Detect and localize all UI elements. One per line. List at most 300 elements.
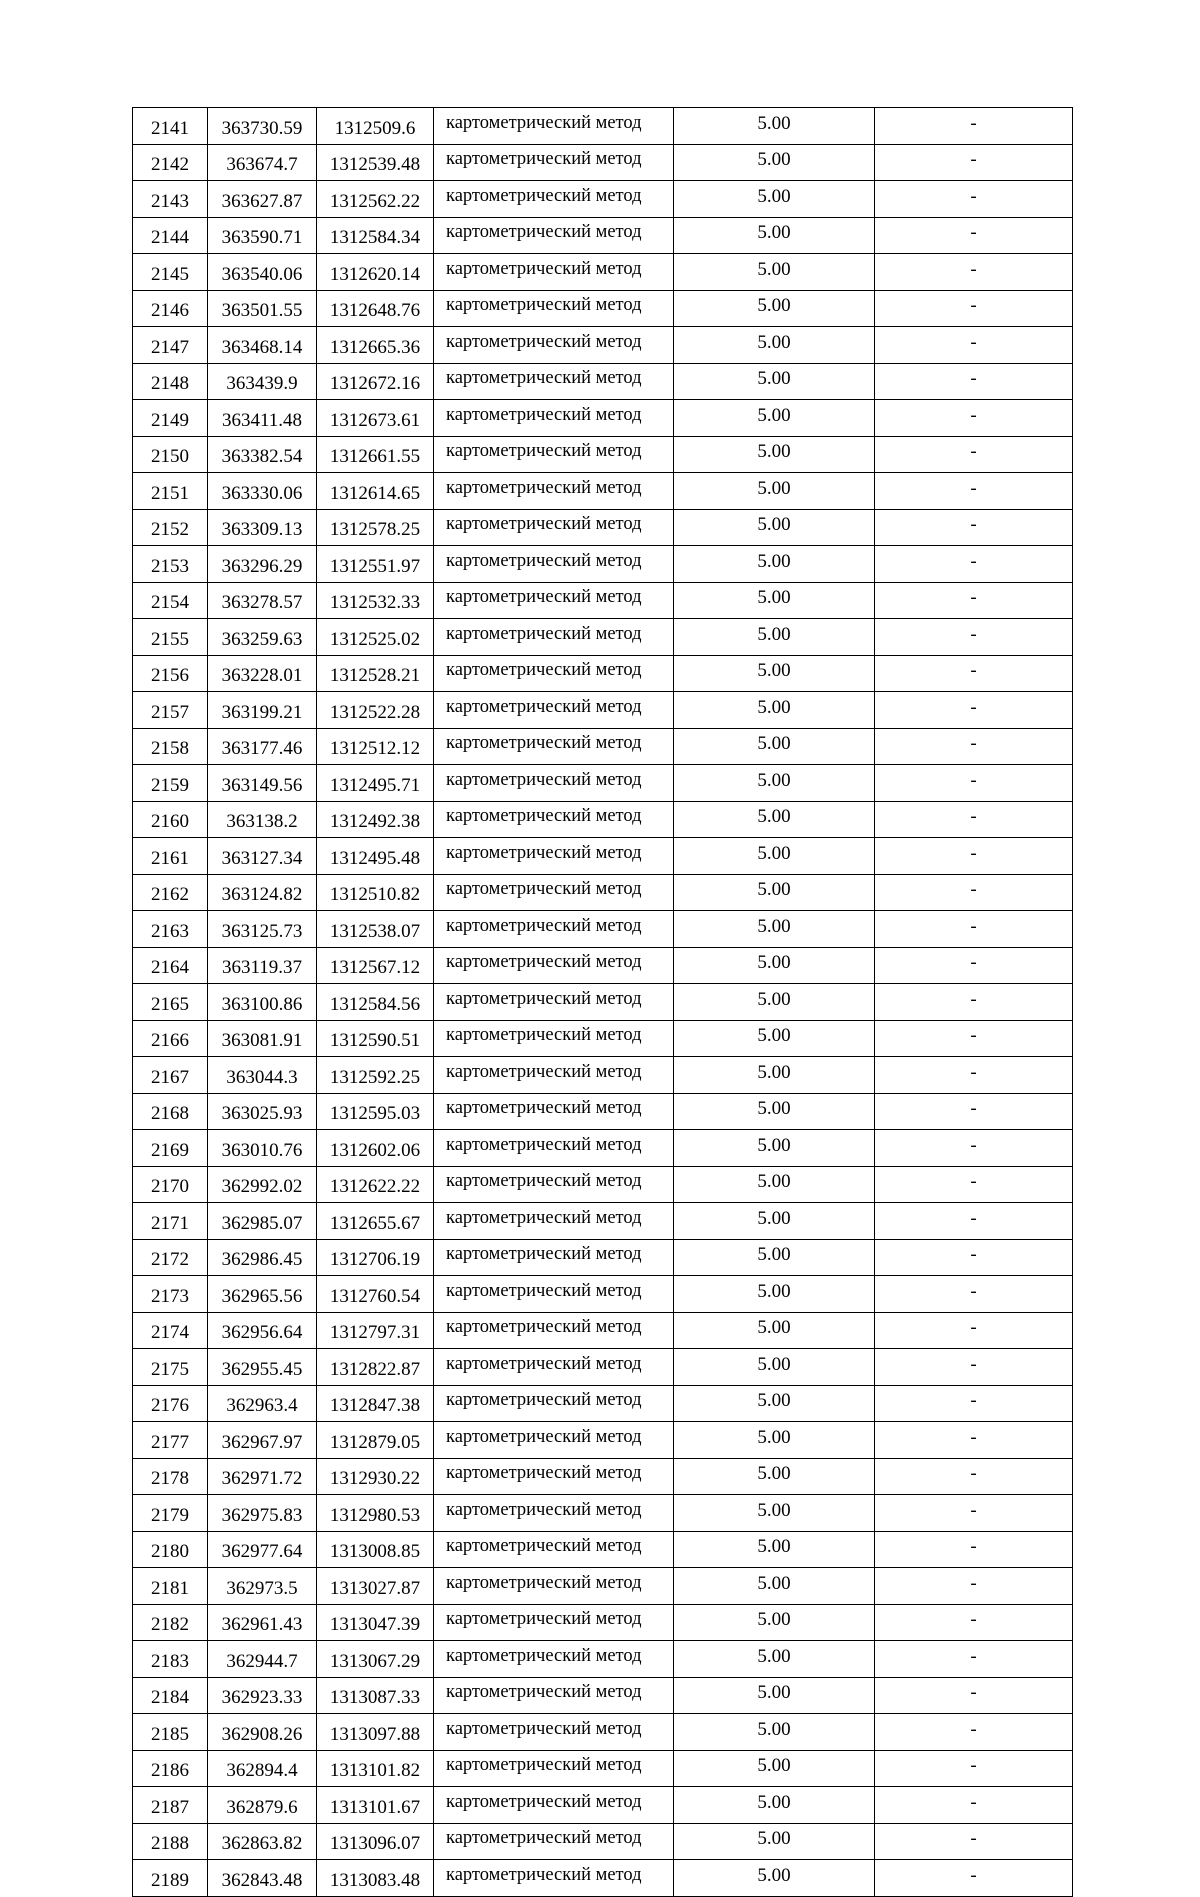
table-row [133, 1495, 1073, 1532]
method-cell: картометрический метод [434, 692, 674, 729]
accuracy-cell: 5.00 [674, 911, 875, 948]
method-cell: картометрический метод [434, 1166, 674, 1203]
method-cell: картометрический метод [434, 473, 674, 510]
x-coordinate-cell: 363590.71 [208, 217, 317, 254]
accuracy-cell: 5.00 [674, 1860, 875, 1897]
description-cell: - [875, 108, 1073, 145]
table-row [133, 181, 1073, 218]
method-cell: картометрический метод [434, 1057, 674, 1094]
accuracy-cell: 5.00 [674, 1604, 875, 1641]
method-cell: картометрический метод [434, 1349, 674, 1386]
x-coordinate-cell: 363730.59 [208, 108, 317, 145]
table-row [133, 801, 1073, 838]
method-cell: картометрический метод [434, 1750, 674, 1787]
point-number-cell: 2157 [133, 692, 208, 729]
y-coordinate-cell: 1312847.38 [317, 1385, 434, 1422]
x-coordinate-cell: 363138.2 [208, 801, 317, 838]
x-coordinate-cell: 362977.64 [208, 1531, 317, 1568]
description-cell: - [875, 473, 1073, 510]
method-cell: картометрический метод [434, 436, 674, 473]
x-coordinate-cell: 363119.37 [208, 947, 317, 984]
description-cell: - [875, 217, 1073, 254]
y-coordinate-cell: 1312592.25 [317, 1057, 434, 1094]
table-row [133, 509, 1073, 546]
table-row [133, 838, 1073, 875]
y-coordinate-cell: 1313096.07 [317, 1823, 434, 1860]
accuracy-cell: 5.00 [674, 1641, 875, 1678]
y-coordinate-cell: 1312797.31 [317, 1312, 434, 1349]
x-coordinate-cell: 363259.63 [208, 619, 317, 656]
table-row [133, 1860, 1073, 1897]
table-row [133, 619, 1073, 656]
accuracy-cell: 5.00 [674, 327, 875, 364]
point-number-cell: 2154 [133, 582, 208, 619]
method-cell: картометрический метод [434, 1787, 674, 1824]
y-coordinate-cell: 1312495.71 [317, 765, 434, 802]
table-row [133, 1750, 1073, 1787]
point-number-cell: 2174 [133, 1312, 208, 1349]
point-number-cell: 2171 [133, 1203, 208, 1240]
accuracy-cell: 5.00 [674, 181, 875, 218]
accuracy-cell: 5.00 [674, 1677, 875, 1714]
x-coordinate-cell: 363199.21 [208, 692, 317, 729]
table-row [133, 290, 1073, 327]
method-cell: картометрический метод [434, 655, 674, 692]
description-cell: - [875, 1130, 1073, 1167]
x-coordinate-cell: 362985.07 [208, 1203, 317, 1240]
x-coordinate-cell: 362944.7 [208, 1641, 317, 1678]
table-row [133, 1568, 1073, 1605]
point-number-cell: 2161 [133, 838, 208, 875]
accuracy-cell: 5.00 [674, 1823, 875, 1860]
x-coordinate-cell: 363127.34 [208, 838, 317, 875]
accuracy-cell: 5.00 [674, 801, 875, 838]
y-coordinate-cell: 1312512.12 [317, 728, 434, 765]
method-cell: картометрический метод [434, 1641, 674, 1678]
description-cell: - [875, 181, 1073, 218]
y-coordinate-cell: 1312673.61 [317, 400, 434, 437]
accuracy-cell: 5.00 [674, 436, 875, 473]
y-coordinate-cell: 1312522.28 [317, 692, 434, 729]
description-cell: - [875, 655, 1073, 692]
table-row [133, 1458, 1073, 1495]
accuracy-cell: 5.00 [674, 765, 875, 802]
description-cell: - [875, 1422, 1073, 1459]
x-coordinate-cell: 363439.9 [208, 363, 317, 400]
point-number-cell: 2168 [133, 1093, 208, 1130]
description-cell: - [875, 546, 1073, 583]
description-cell: - [875, 254, 1073, 291]
method-cell: картометрический метод [434, 1823, 674, 1860]
accuracy-cell: 5.00 [674, 363, 875, 400]
description-cell: - [875, 1714, 1073, 1751]
table-row [133, 1166, 1073, 1203]
accuracy-cell: 5.00 [674, 546, 875, 583]
table-row [133, 1020, 1073, 1057]
y-coordinate-cell: 1312551.97 [317, 546, 434, 583]
x-coordinate-cell: 362863.82 [208, 1823, 317, 1860]
accuracy-cell: 5.00 [674, 290, 875, 327]
point-number-cell: 2144 [133, 217, 208, 254]
accuracy-cell: 5.00 [674, 254, 875, 291]
description-cell: - [875, 1276, 1073, 1313]
description-cell: - [875, 1458, 1073, 1495]
description-cell: - [875, 728, 1073, 765]
y-coordinate-cell: 1313083.48 [317, 1860, 434, 1897]
accuracy-cell: 5.00 [674, 1239, 875, 1276]
method-cell: картометрический метод [434, 509, 674, 546]
y-coordinate-cell: 1313097.88 [317, 1714, 434, 1751]
table-row [133, 1787, 1073, 1824]
description-cell: - [875, 1495, 1073, 1532]
x-coordinate-cell: 363025.93 [208, 1093, 317, 1130]
y-coordinate-cell: 1312590.51 [317, 1020, 434, 1057]
x-coordinate-cell: 362894.4 [208, 1750, 317, 1787]
method-cell: картометрический метод [434, 1020, 674, 1057]
point-number-cell: 2164 [133, 947, 208, 984]
method-cell: картометрический метод [434, 1385, 674, 1422]
method-cell: картометрический метод [434, 1203, 674, 1240]
x-coordinate-cell: 363411.48 [208, 400, 317, 437]
x-coordinate-cell: 363010.76 [208, 1130, 317, 1167]
y-coordinate-cell: 1312665.36 [317, 327, 434, 364]
y-coordinate-cell: 1312620.14 [317, 254, 434, 291]
point-number-cell: 2147 [133, 327, 208, 364]
table-row [133, 254, 1073, 291]
table-row [133, 1677, 1073, 1714]
y-coordinate-cell: 1312602.06 [317, 1130, 434, 1167]
table-row [133, 1057, 1073, 1094]
accuracy-cell: 5.00 [674, 509, 875, 546]
x-coordinate-cell: 362973.5 [208, 1568, 317, 1605]
method-cell: картометрический метод [434, 1239, 674, 1276]
method-cell: картометрический метод [434, 181, 674, 218]
table-row [133, 473, 1073, 510]
y-coordinate-cell: 1313101.67 [317, 1787, 434, 1824]
point-number-cell: 2182 [133, 1604, 208, 1641]
y-coordinate-cell: 1312930.22 [317, 1458, 434, 1495]
description-cell: - [875, 1531, 1073, 1568]
accuracy-cell: 5.00 [674, 728, 875, 765]
method-cell: картометрический метод [434, 290, 674, 327]
method-cell: картометрический метод [434, 838, 674, 875]
description-cell: - [875, 1568, 1073, 1605]
x-coordinate-cell: 362879.6 [208, 1787, 317, 1824]
accuracy-cell: 5.00 [674, 838, 875, 875]
description-cell: - [875, 400, 1073, 437]
description-cell: - [875, 363, 1073, 400]
table-row [133, 108, 1073, 145]
description-cell: - [875, 1750, 1073, 1787]
y-coordinate-cell: 1312509.6 [317, 108, 434, 145]
description-cell: - [875, 1020, 1073, 1057]
description-cell: - [875, 327, 1073, 364]
point-number-cell: 2186 [133, 1750, 208, 1787]
method-cell: картометрический метод [434, 1531, 674, 1568]
point-number-cell: 2176 [133, 1385, 208, 1422]
y-coordinate-cell: 1312492.38 [317, 801, 434, 838]
y-coordinate-cell: 1312655.67 [317, 1203, 434, 1240]
description-cell: - [875, 765, 1073, 802]
x-coordinate-cell: 362975.83 [208, 1495, 317, 1532]
method-cell: картометрический метод [434, 1130, 674, 1167]
table-row [133, 947, 1073, 984]
description-cell: - [875, 1239, 1073, 1276]
description-cell: - [875, 1823, 1073, 1860]
y-coordinate-cell: 1312532.33 [317, 582, 434, 619]
table-row [133, 692, 1073, 729]
description-cell: - [875, 1641, 1073, 1678]
accuracy-cell: 5.00 [674, 1130, 875, 1167]
x-coordinate-cell: 362967.97 [208, 1422, 317, 1459]
point-number-cell: 2165 [133, 984, 208, 1021]
description-cell: - [875, 290, 1073, 327]
accuracy-cell: 5.00 [674, 1458, 875, 1495]
table-row [133, 1422, 1073, 1459]
method-cell: картометрический метод [434, 801, 674, 838]
y-coordinate-cell: 1312822.87 [317, 1349, 434, 1386]
method-cell: картометрический метод [434, 765, 674, 802]
table-row [133, 144, 1073, 181]
accuracy-cell: 5.00 [674, 1531, 875, 1568]
method-cell: картометрический метод [434, 363, 674, 400]
accuracy-cell: 5.00 [674, 1057, 875, 1094]
point-number-cell: 2162 [133, 874, 208, 911]
x-coordinate-cell: 362992.02 [208, 1166, 317, 1203]
point-number-cell: 2178 [133, 1458, 208, 1495]
table-row [133, 1203, 1073, 1240]
method-cell: картометрический метод [434, 108, 674, 145]
table-row [133, 436, 1073, 473]
description-cell: - [875, 801, 1073, 838]
description-cell: - [875, 619, 1073, 656]
method-cell: картометрический метод [434, 874, 674, 911]
method-cell: картометрический метод [434, 1568, 674, 1605]
accuracy-cell: 5.00 [674, 984, 875, 1021]
table-row [133, 363, 1073, 400]
accuracy-cell: 5.00 [674, 473, 875, 510]
description-cell: - [875, 1385, 1073, 1422]
x-coordinate-cell: 362961.43 [208, 1604, 317, 1641]
point-number-cell: 2143 [133, 181, 208, 218]
method-cell: картометрический метод [434, 947, 674, 984]
table-row [133, 1349, 1073, 1386]
table-row [133, 655, 1073, 692]
point-number-cell: 2181 [133, 1568, 208, 1605]
y-coordinate-cell: 1313047.39 [317, 1604, 434, 1641]
description-cell: - [875, 509, 1073, 546]
point-number-cell: 2146 [133, 290, 208, 327]
description-cell: - [875, 144, 1073, 181]
y-coordinate-cell: 1312567.12 [317, 947, 434, 984]
method-cell: картометрический метод [434, 327, 674, 364]
x-coordinate-cell: 363177.46 [208, 728, 317, 765]
y-coordinate-cell: 1312760.54 [317, 1276, 434, 1313]
table-row [133, 1130, 1073, 1167]
y-coordinate-cell: 1312622.22 [317, 1166, 434, 1203]
table-row [133, 1714, 1073, 1751]
x-coordinate-cell: 362965.56 [208, 1276, 317, 1313]
coordinates-table-body [133, 108, 1073, 1897]
point-number-cell: 2156 [133, 655, 208, 692]
x-coordinate-cell: 363540.06 [208, 254, 317, 291]
accuracy-cell: 5.00 [674, 217, 875, 254]
method-cell: картометрический метод [434, 1312, 674, 1349]
y-coordinate-cell: 1312562.22 [317, 181, 434, 218]
point-number-cell: 2166 [133, 1020, 208, 1057]
table-row [133, 1385, 1073, 1422]
y-coordinate-cell: 1312980.53 [317, 1495, 434, 1532]
x-coordinate-cell: 363044.3 [208, 1057, 317, 1094]
y-coordinate-cell: 1313027.87 [317, 1568, 434, 1605]
point-number-cell: 2189 [133, 1860, 208, 1897]
point-number-cell: 2149 [133, 400, 208, 437]
point-number-cell: 2155 [133, 619, 208, 656]
table-row [133, 765, 1073, 802]
y-coordinate-cell: 1312879.05 [317, 1422, 434, 1459]
x-coordinate-cell: 363125.73 [208, 911, 317, 948]
y-coordinate-cell: 1313008.85 [317, 1531, 434, 1568]
y-coordinate-cell: 1312648.76 [317, 290, 434, 327]
point-number-cell: 2175 [133, 1349, 208, 1386]
method-cell: картометрический метод [434, 728, 674, 765]
description-cell: - [875, 1604, 1073, 1641]
description-cell: - [875, 1312, 1073, 1349]
method-cell: картометрический метод [434, 911, 674, 948]
y-coordinate-cell: 1312706.19 [317, 1239, 434, 1276]
point-number-cell: 2145 [133, 254, 208, 291]
y-coordinate-cell: 1312525.02 [317, 619, 434, 656]
point-number-cell: 2153 [133, 546, 208, 583]
coordinates-table [132, 107, 1073, 1897]
point-number-cell: 2150 [133, 436, 208, 473]
method-cell: картометрический метод [434, 1714, 674, 1751]
description-cell: - [875, 1203, 1073, 1240]
point-number-cell: 2170 [133, 1166, 208, 1203]
description-cell: - [875, 1860, 1073, 1897]
accuracy-cell: 5.00 [674, 655, 875, 692]
table-row [133, 217, 1073, 254]
point-number-cell: 2180 [133, 1531, 208, 1568]
point-number-cell: 2173 [133, 1276, 208, 1313]
description-cell: - [875, 947, 1073, 984]
description-cell: - [875, 692, 1073, 729]
accuracy-cell: 5.00 [674, 1385, 875, 1422]
accuracy-cell: 5.00 [674, 1020, 875, 1057]
point-number-cell: 2188 [133, 1823, 208, 1860]
accuracy-cell: 5.00 [674, 582, 875, 619]
method-cell: картометрический метод [434, 1458, 674, 1495]
accuracy-cell: 5.00 [674, 1495, 875, 1532]
x-coordinate-cell: 362923.33 [208, 1677, 317, 1714]
y-coordinate-cell: 1312595.03 [317, 1093, 434, 1130]
method-cell: картометрический метод [434, 1276, 674, 1313]
y-coordinate-cell: 1312614.65 [317, 473, 434, 510]
method-cell: картометрический метод [434, 984, 674, 1021]
table-row [133, 1239, 1073, 1276]
y-coordinate-cell: 1312661.55 [317, 436, 434, 473]
point-number-cell: 2179 [133, 1495, 208, 1532]
description-cell: - [875, 1166, 1073, 1203]
point-number-cell: 2167 [133, 1057, 208, 1094]
method-cell: картометрический метод [434, 1677, 674, 1714]
accuracy-cell: 5.00 [674, 619, 875, 656]
point-number-cell: 2152 [133, 509, 208, 546]
y-coordinate-cell: 1312578.25 [317, 509, 434, 546]
accuracy-cell: 5.00 [674, 108, 875, 145]
x-coordinate-cell: 362971.72 [208, 1458, 317, 1495]
point-number-cell: 2177 [133, 1422, 208, 1459]
table-row [133, 327, 1073, 364]
x-coordinate-cell: 362956.64 [208, 1312, 317, 1349]
x-coordinate-cell: 362908.26 [208, 1714, 317, 1751]
table-row [133, 1823, 1073, 1860]
x-coordinate-cell: 363468.14 [208, 327, 317, 364]
point-number-cell: 2187 [133, 1787, 208, 1824]
table-row [133, 400, 1073, 437]
x-coordinate-cell: 363627.87 [208, 181, 317, 218]
accuracy-cell: 5.00 [674, 1750, 875, 1787]
description-cell: - [875, 1677, 1073, 1714]
accuracy-cell: 5.00 [674, 874, 875, 911]
accuracy-cell: 5.00 [674, 1787, 875, 1824]
description-cell: - [875, 1787, 1073, 1824]
description-cell: - [875, 1093, 1073, 1130]
table-row [133, 1531, 1073, 1568]
table-row [133, 911, 1073, 948]
y-coordinate-cell: 1312538.07 [317, 911, 434, 948]
x-coordinate-cell: 363100.86 [208, 984, 317, 1021]
x-coordinate-cell: 363309.13 [208, 509, 317, 546]
y-coordinate-cell: 1312539.48 [317, 144, 434, 181]
point-number-cell: 2183 [133, 1641, 208, 1678]
accuracy-cell: 5.00 [674, 1166, 875, 1203]
description-cell: - [875, 436, 1073, 473]
description-cell: - [875, 874, 1073, 911]
accuracy-cell: 5.00 [674, 1714, 875, 1751]
y-coordinate-cell: 1313101.82 [317, 1750, 434, 1787]
description-cell: - [875, 582, 1073, 619]
accuracy-cell: 5.00 [674, 1276, 875, 1313]
x-coordinate-cell: 363228.01 [208, 655, 317, 692]
table-row [133, 874, 1073, 911]
point-number-cell: 2172 [133, 1239, 208, 1276]
x-coordinate-cell: 362986.45 [208, 1239, 317, 1276]
point-number-cell: 2148 [133, 363, 208, 400]
y-coordinate-cell: 1313087.33 [317, 1677, 434, 1714]
accuracy-cell: 5.00 [674, 400, 875, 437]
table-row [133, 1604, 1073, 1641]
table-row [133, 1312, 1073, 1349]
table-row [133, 1093, 1073, 1130]
table-row [133, 728, 1073, 765]
y-coordinate-cell: 1312495.48 [317, 838, 434, 875]
accuracy-cell: 5.00 [674, 1093, 875, 1130]
accuracy-cell: 5.00 [674, 947, 875, 984]
method-cell: картометрический метод [434, 1860, 674, 1897]
method-cell: картометрический метод [434, 1422, 674, 1459]
point-number-cell: 2158 [133, 728, 208, 765]
point-number-cell: 2141 [133, 108, 208, 145]
point-number-cell: 2142 [133, 144, 208, 181]
point-number-cell: 2159 [133, 765, 208, 802]
method-cell: картометрический метод [434, 1495, 674, 1532]
method-cell: картометрический метод [434, 1093, 674, 1130]
y-coordinate-cell: 1312584.56 [317, 984, 434, 1021]
x-coordinate-cell: 363296.29 [208, 546, 317, 583]
accuracy-cell: 5.00 [674, 1349, 875, 1386]
method-cell: картометрический метод [434, 546, 674, 583]
